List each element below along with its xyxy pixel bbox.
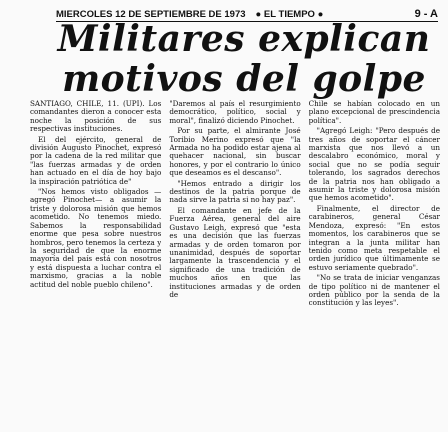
paragraph: "No se trata de iniciar venganzas de tipo político ni de mantener el orden público por la senda de la constitución y las leyes". xyxy=(308,273,440,308)
article-column-1 xyxy=(30,100,161,422)
paragraph: Finalmente, el director de carabineros, general César Mendoza, expresó: "En estos momentos, los carabineros que se integran a la junta militar han tenido como meta respetable el orden jurídico que últimamente se estuvo seriamente quebrado". xyxy=(308,203,440,272)
header-paper: ● EL TIEMPO ● xyxy=(255,8,324,20)
article-body xyxy=(30,100,440,422)
paragraph: "Daremos al país el resurgimiento democrático, político, social y moral", finalizó diciendo Pinochet. xyxy=(169,100,301,125)
paragraph: "Agregó Leigh: "Pero después de tres años de soportar el cáncer marxista que nos llevó a un descalabro económico, moral y social que no se podía seguir tolerando, los sagrados derechos de la patria nos han obligado a asumir la triste y dolorosa misión que hemos acometido". xyxy=(308,126,440,203)
paragraph: SANTIAGO, CHILE, 11. (UPI). Los comandantes dieron a conocer esta noche la posición de sus respectivas instituciones. xyxy=(30,100,162,134)
paragraph: "Hemos entrado a dirigir los destinos de la patria porque de nada sirve la patria si no hay paz". xyxy=(169,178,301,205)
paragraph: El del ejército, general de división Augusto Pinochet, expresó por la cadena de la red militar que "las fuerzas armadas y de orden han actuado en el día de hoy bajo la inspiración patriótica de" xyxy=(30,134,162,186)
article-column-3 xyxy=(309,100,440,422)
article-column-2 xyxy=(169,100,300,422)
header-date: MIERCOLES 12 DE SEPTIEMBRE DE 1973 xyxy=(56,8,246,20)
headline-line-1: Militares explican xyxy=(57,18,431,60)
paragraph: "Nos hemos visto obligados —agregó Pinochet— a asumir la triste y dolorosa misión que hemos acometido. No tenemos miedo. Sabemos la responsabilidad enorme que pesa sobre nuestros hombros, pero tenemos la certeza y la seguridad de que la enorme mayoría del país está con nosotros y está dispuesta a luchar contra el marxismo, gracias a la noble actitud del noble pueblo chileno". xyxy=(30,187,162,289)
header-section: 9 - A xyxy=(414,8,438,20)
paragraph: Por su parte, el almirante José Toribio Merino expresó que "la Armada no ha podido estar ajena al quehacer nacional, sin buscar honores, y por el contrario lo único que deseamos es el descanso". xyxy=(169,126,301,178)
headline-line-2: motivos del golpe xyxy=(62,58,426,100)
paragraph: Chile se habían colocado en un plano excepcional de prescindencia política". xyxy=(308,100,440,125)
paragraph: El comandante en jefe de la Fuerza Aérea, general del aire Gustavo Leigh, expresó que "esta es una decisión que las fuerzas armadas y de orden tomaron por unanimidad, después de soportar largamente la trascendencia y el significado de una tradición de muchos años en que las instituciones armadas y de orden de xyxy=(169,205,301,299)
